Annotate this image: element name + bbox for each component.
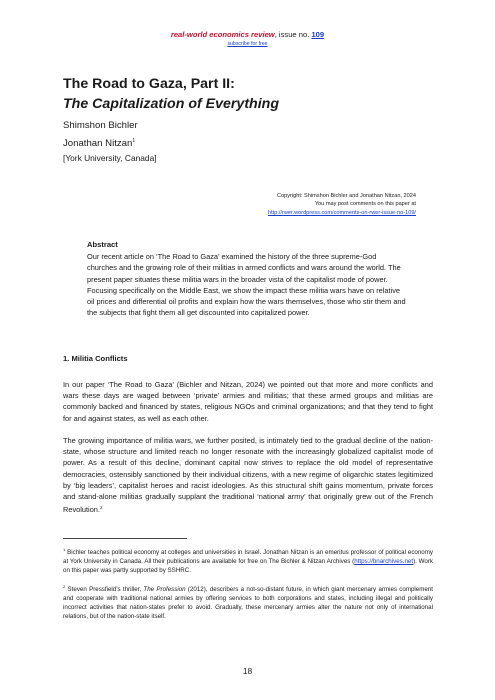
journal-header: [0, 30, 495, 47]
footnote-ref-2[interactable]: 2: [99, 505, 103, 511]
body-paragraph-1: [63, 379, 433, 424]
paragraph-text: In our paper ‘The Road to Gaza’ (Bichler and Nitzan, 2024) we pointed out that more and more conflicts and wars these days are waged between ‘private’ armies and militias; that these armed groups and militias are commonly backed and financed by states, religious NGOs and criminal organizations; and that they tend to fight for and against states, as well as each other.: [63, 380, 433, 423]
footnote-2: [63, 582, 433, 621]
page-number: 18: [242, 666, 253, 676]
comment-note: You may post comments on this paper at: [314, 201, 416, 208]
footnote-divider: [63, 538, 187, 539]
footnote-1-text-a: Bichler teaches political economy at colleges and universities in Israel. Jonathan Nitzan is an emeritus professor of political economy at York University in Canada. All their publications are available for free on The Bichler & Nitzan Archives (: [63, 549, 433, 565]
journal-name: real-world economics review: [170, 30, 275, 39]
book-title: The Profession: [143, 586, 186, 593]
issue-number-link[interactable]: 109: [311, 30, 325, 39]
copyright-notice: [268, 192, 416, 217]
section-heading: 1. Militia Conflicts: [63, 354, 128, 363]
paragraph-2-text: The growing importance of militia wars, we further posited, is intimately tied to the gradual decline of the nation-state, whose structure and limited reach no longer resonate with the increasingly globalized capitalist mode of power. As a result of this decline, dominant capital now strives to replace the old model of representative democracies, ostensibly sanctioned by their individual citizens, with a new regime of oligarchic states legitimized by ‘big leaders’, capitalist heroes and racist ideologies. As this structural shift gains momentum, private forces and stand-alone militias gradually supplant the traditional ‘national army’ that originally grew out of the French Revolution.: [63, 436, 433, 515]
subscribe-link[interactable]: subscribe for free: [227, 41, 268, 47]
footnote-ref-1[interactable]: 1: [132, 137, 136, 144]
body-paragraph-2: [63, 435, 433, 515]
author-block: [63, 118, 157, 167]
copyright-line: Copyright: Shimshon Bichler and Jonathan Nitzan, 2024: [277, 193, 416, 199]
author-2-line: [63, 134, 157, 152]
author-2: Jonathan Nitzan: [63, 137, 133, 149]
affiliation: [York University, Canada]: [63, 153, 157, 163]
footnote-1: [63, 545, 433, 575]
title-line-2: The Capitalization of Everything: [63, 96, 279, 112]
author-1: Shimshon Bichler: [63, 120, 138, 131]
bnarchives-link[interactable]: https://bnarchives.net: [354, 558, 414, 565]
abstract-text: Our recent article on ‘The Road to Gaza’ examined the history of the three supreme-God churches and the growing role of their militias in armed conflicts and wars around the world. The present paper situates these militia wars in the broader vista of the capitalist mode of power. Focusing specifically on the Middle East, we show the impact these militia wars have on relative oil prices and differential oil profits and explain how the wars themselves, those who stir them and the subjects that fight them all get discounted into capitalized power.: [87, 252, 406, 318]
paper-title: [63, 74, 279, 114]
footnote-2-text-b: (2012), describers a not-so-distant future, in which giant mercenary armies complement and cooperate with traditional national armies by offering services to both corporations and states, including illegal and politically incorrect activities that nation-states prefer to avoid. Gradually, these mercenary armies alter the nature not only of international relations, but of the nation-state itself.: [63, 586, 434, 620]
abstract-heading: Abstract: [87, 240, 118, 249]
abstract: [87, 239, 408, 318]
footnote-2-text-a: Steven Pressfield’s thriller,: [65, 586, 144, 593]
issue-prefix: , issue no.: [274, 30, 312, 39]
footnote-1-mark: 1: [63, 547, 66, 552]
comments-link[interactable]: http://rwer.wordpress.com/comments-on-rwer-issue-no-109/: [268, 209, 416, 216]
paragraph-text-2: [63, 435, 433, 515]
footnote-2-mark: 2: [63, 584, 66, 589]
footnote-1-text-b: ). Work on this paper was partly supported by SSHRC.: [63, 558, 433, 574]
title-line-1: The Road to Gaza, Part II:: [63, 76, 235, 92]
